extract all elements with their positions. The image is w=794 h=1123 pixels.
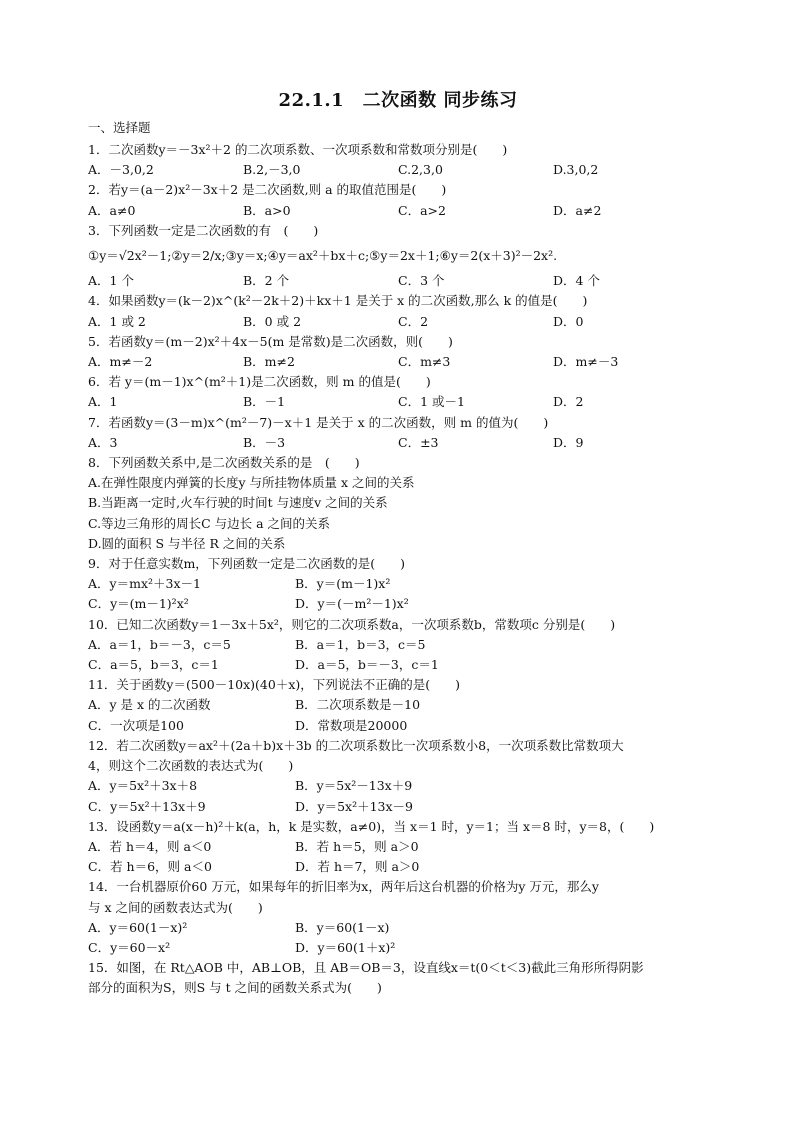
option-c: C．3 个 bbox=[398, 273, 445, 289]
option-a: A．y＝5x²＋3x＋8 bbox=[88, 778, 198, 794]
option-b: B．2 个 bbox=[243, 273, 290, 289]
question-10 bbox=[88, 615, 708, 676]
option-d: D．4 个 bbox=[553, 273, 600, 289]
option-d: D．a＝5，b＝－3，c＝1 bbox=[295, 657, 439, 673]
option-c: C．a＝5，b＝3，c＝1 bbox=[88, 657, 219, 673]
question-text: 14．一台机器原价60 万元，如果每年的折旧率为x，两年后这台机器的价格为y 万元，那么y bbox=[88, 879, 599, 895]
option-b: B．y＝5x²－13x＋9 bbox=[295, 778, 413, 794]
option-b: B．a＝1，b＝3，c＝5 bbox=[295, 636, 426, 652]
option-a: A．y＝mx²＋3x－1 bbox=[88, 576, 201, 592]
option-a: A．若 h＝4，则 a＜0 bbox=[88, 838, 212, 854]
option-a: A．1 bbox=[88, 394, 118, 410]
question-text-continued: 4，则这个二次函数的表达式为( ) bbox=[88, 758, 294, 774]
question-5 bbox=[88, 332, 708, 372]
question-11 bbox=[88, 675, 708, 736]
question-text-continued: 部分的面积为S，则S 与 t 之间的函数关系式为( ) bbox=[88, 980, 382, 996]
option-b: B．m≠2 bbox=[243, 354, 295, 370]
option-c: C．y＝(m－1)²x² bbox=[88, 596, 189, 612]
option-a: A.在弹性限度内弹簧的长度y 与所挂物体质量 x 之间的关系 bbox=[88, 475, 415, 491]
question-2 bbox=[88, 180, 708, 220]
worksheet-page bbox=[88, 82, 708, 999]
question-text: 6．若 y＝(m－1)x^(m²＋1)是二次函数，则 m 的值是( ) bbox=[88, 374, 431, 390]
option-c: C．一次项是100 bbox=[88, 717, 184, 733]
question-12 bbox=[88, 736, 708, 817]
option-c: C．若 h＝6，则 a＜0 bbox=[88, 859, 212, 875]
option-c: C．y＝5x²＋13x＋9 bbox=[88, 798, 206, 814]
option-b: B．－3 bbox=[243, 434, 286, 450]
option-c: C．m≠3 bbox=[398, 354, 451, 370]
option-d: D．0 bbox=[553, 313, 584, 329]
question-text: 4．如果函数y＝(k－2)x^(k²－2k＋2)＋kx＋1 是关于 x 的二次函数,那么 k 的值是( ) bbox=[88, 293, 588, 309]
question-text: 9．对于任意实数m，下列函数一定是二次函数的是( ) bbox=[88, 556, 406, 572]
question-text: 3．下列函数一定是二次函数的有 ( ) bbox=[88, 222, 319, 238]
option-a: A．a≠0 bbox=[88, 202, 136, 218]
question-text: 5．若函数y＝(m－2)x²＋4x－5(m 是常数)是二次函数，则( ) bbox=[88, 333, 453, 349]
question-text: 11．关于函数y＝(500－10x)(40＋x)，下列说法不正确的是( ) bbox=[88, 677, 460, 693]
option-c: C．y＝60－x² bbox=[88, 939, 171, 955]
option-c: C．±3 bbox=[398, 434, 439, 450]
option-d: D．若 h＝7，则 a＞0 bbox=[295, 859, 420, 875]
question-text: 1．二次函数y＝－3x²＋2 的二次项系数、一次项系数和常数项分别是( ) bbox=[88, 142, 508, 157]
option-d: D．y＝60(1＋x)² bbox=[295, 939, 396, 955]
question-text: 12．若二次函数y＝ax²＋(2a＋b)x＋3b 的二次项系数比一次项系数小8，一次项系数比常数项大 bbox=[88, 737, 624, 753]
option-b: B．a>0 bbox=[243, 202, 291, 218]
option-a: A．y＝60(1－x)² bbox=[88, 919, 188, 935]
question-text: 8．下列函数关系中,是二次函数关系的是 ( ) bbox=[88, 455, 360, 471]
function-list: ①y＝√2x²－1;②y＝2/x;③y＝x;④y＝ax²＋bx＋c;⑤y＝2x＋1;⑥y＝2(x＋3)²－2x². bbox=[88, 248, 558, 264]
question-text: 15．如图，在 Rt△AOB 中，AB⊥OB，且 AB＝OB＝3，设直线x＝t(0＜t＜3)截此三角形所得阴影 bbox=[88, 960, 644, 976]
option-b: B.当距离一定时,火车行驶的时间t 与速度v 之间的关系 bbox=[88, 495, 388, 511]
option-a: A．－3,0,2 bbox=[88, 162, 154, 178]
section-heading: 一、选择题 bbox=[88, 120, 151, 135]
question-text-continued: 与 x 之间的函数表达式为( ) bbox=[88, 899, 263, 915]
option-c: C．2 bbox=[398, 313, 429, 329]
option-a: A．m≠－2 bbox=[88, 354, 153, 370]
option-d: D．2 bbox=[553, 394, 584, 410]
question-8 bbox=[88, 453, 708, 554]
question-4 bbox=[88, 291, 708, 331]
question-6 bbox=[88, 372, 708, 412]
option-d: D．m≠－3 bbox=[553, 354, 619, 370]
option-d: D．常数项是20000 bbox=[295, 717, 408, 733]
question-7 bbox=[88, 413, 708, 453]
option-b: B．二次项系数是－10 bbox=[295, 697, 421, 713]
option-d: D.3,0,2 bbox=[553, 162, 599, 178]
question-13 bbox=[88, 817, 708, 878]
option-d: D.圆的面积 S 与半径 R 之间的关系 bbox=[88, 535, 286, 551]
question-text: 13．设函数y＝a(x－h)²＋k(a，h，k 是实数，a≠0)，当 x＝1 时，y＝1；当 x＝8 时，y＝8，( ) bbox=[88, 818, 655, 834]
option-a: A．1 或 2 bbox=[88, 313, 146, 329]
question-3 bbox=[88, 221, 708, 292]
option-c: C.等边三角形的周长C 与边长 a 之间的关系 bbox=[88, 515, 331, 531]
option-d: D．9 bbox=[553, 434, 584, 450]
question-14 bbox=[88, 877, 708, 958]
question-1 bbox=[88, 140, 708, 180]
option-b: B．y＝(m－1)x² bbox=[295, 576, 391, 592]
option-a: A．a＝1，b＝－3，c＝5 bbox=[88, 636, 231, 652]
option-d: D．y＝(－m²－1)x² bbox=[295, 596, 409, 612]
option-b: B．若 h＝5，则 a＞0 bbox=[295, 838, 419, 854]
question-9 bbox=[88, 554, 708, 615]
option-d: D．a≠2 bbox=[553, 202, 602, 218]
option-b: B．y＝60(1－x) bbox=[295, 919, 390, 935]
page-title: 22.1.1 二次函数 同步练习 bbox=[278, 90, 518, 111]
option-a: A．3 bbox=[88, 434, 118, 450]
option-b: B．0 或 2 bbox=[243, 313, 302, 329]
option-c: C．a>2 bbox=[398, 202, 446, 218]
question-text: 7．若函数y＝(3－m)x^(m²－7)－x＋1 是关于 x 的二次函数，则 m 的值为( ) bbox=[88, 414, 549, 430]
option-c: C．1 或－1 bbox=[398, 394, 465, 410]
question-text: 10．已知二次函数y＝1－3x＋5x²，则它的二次项系数a，一次项系数b，常数项c 分别是( ) bbox=[88, 616, 616, 632]
option-b: B．－1 bbox=[243, 394, 286, 410]
question-text: 2．若y＝(a－2)x²－3x＋2 是二次函数,则 a 的取值范围是( ) bbox=[88, 182, 447, 198]
option-a: A．y 是 x 的二次函数 bbox=[88, 697, 211, 713]
option-d: D．y＝5x²＋13x－9 bbox=[295, 798, 414, 814]
question-15 bbox=[88, 958, 708, 998]
option-c: C.2,3,0 bbox=[398, 162, 443, 178]
option-b: B.2,－3,0 bbox=[243, 162, 301, 178]
option-a: A．1 个 bbox=[88, 273, 134, 289]
